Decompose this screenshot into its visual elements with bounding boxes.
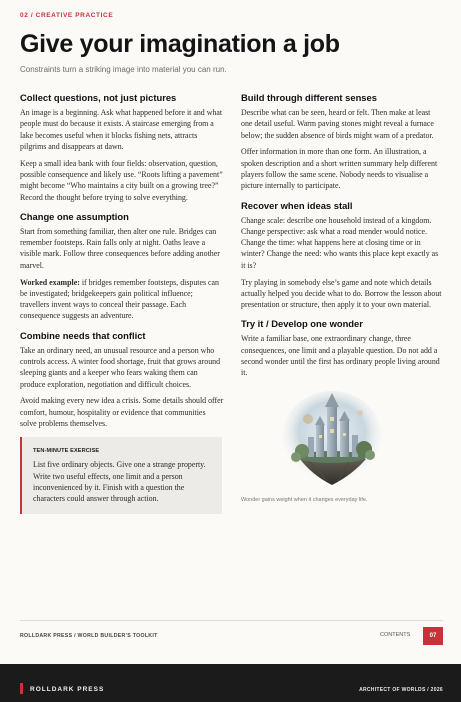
contents-link[interactable]: CONTENTS: [380, 632, 411, 638]
section-heading: Build through different senses: [241, 92, 377, 103]
paragraph: Avoid making every new idea a crisis. Some details should offer comfort, humour, hospitality or evidence that communities solve problems themselves.: [20, 396, 224, 429]
paragraph: Write a familiar base, one extraordinary change, three consequences, one limit and a playable question. Do not add a second wonder until the first has ordinary people living around it.: [241, 334, 440, 378]
section-change-assumption: [20, 211, 224, 322]
paragraph: Offer information in more than one form. An illustration, a spoken description and a short written summary help different players follow the same scene. Nobody needs to visualise a picture internally to participate.: [241, 147, 438, 191]
left-column: [20, 92, 224, 514]
section-try-it: [241, 318, 443, 378]
floating-island-city-icon: [280, 389, 384, 489]
section-kicker: 02 / CREATIVE PRACTICE: [20, 12, 114, 19]
footer-divider: [20, 620, 443, 621]
paragraph: Take an ordinary need, an unusual resource and a person who controls access. A winter food shortage, fruit that grows around sleeping giants and a keeper who fears waking them can produce exploration, negotiation and difficult choices.: [20, 345, 221, 389]
illustration-caption: Wonder gains weight when it changes everyday life.: [241, 496, 368, 503]
bottom-bar: [0, 664, 461, 702]
floating-island-illustration: [280, 389, 384, 489]
paragraph: Change scale: describe one household instead of a kingdom. Change perspective: ask what a road mender would notice. Change the time: what happens here at closing time or in winter? Change the need: who wants this place kept exactly as it is?: [241, 215, 439, 270]
footer-publication: ROLLDARK PRESS / WORLD BUILDER’S TOOLKIT: [20, 633, 158, 639]
section-heading: Combine needs that conflict: [20, 329, 146, 341]
worked-example: [20, 277, 224, 322]
page-number-badge: 07: [423, 627, 443, 645]
worked-example-text: if bridges remember footsteps, disputes can be investigated; bridgekeepers gain political influence; travellers invent ways to conceal their passage. Each consequence suggests an adventure.: [20, 277, 219, 321]
right-column: [241, 92, 443, 503]
paragraph: Describe what can be seen, heard or felt. Then make at least one detail useful. Warm paving stones might reveal a furnace below; the sudden absence of birds might warn of a predator.: [241, 108, 434, 140]
section-recover-ideas: [241, 200, 443, 311]
series-label: ARCHITECT OF WORLDS / 2026: [359, 687, 443, 693]
section-combine-needs: [20, 330, 224, 430]
brand-accent-mark: [20, 683, 23, 694]
paragraph: Start from something familiar, then alter one rule. Bridges can remember footsteps. Rain falls only at night. Oaths leave a visible mark. Follow three consequences before adding another marvel.: [20, 226, 220, 270]
worked-example-label: Worked example:: [20, 277, 80, 287]
section-heading: Change one assumption: [20, 210, 129, 222]
exercise-callout: [20, 437, 222, 513]
paragraph: Try playing in somebody else’s game and note which details actually helped you decide what to do. Borrow the lesson about presentation or structure, then apply it to your own material.: [241, 277, 442, 310]
section-heading: Collect questions, not just pictures: [20, 92, 177, 103]
paragraph: An image is a beginning. Ask what happened before it and what people must do because it exists. A staircase emerging from a lake becomes useful when it blocks fishing nets, attracts pilgrims and disappears at dawn.: [20, 108, 223, 151]
section-collect-questions: [20, 92, 224, 203]
exercise-text: List five ordinary objects. Give one a strange property. Write two useful effects, one limit and a person inconvenienced by it. Finish with a question the characters could answer through action.: [33, 460, 206, 504]
section-heading: Recover when ideas stall: [241, 199, 353, 211]
page-subtitle: Constraints turn a striking image into material you can run.: [20, 65, 227, 74]
exercise-title: TEN-MINUTE EXERCISE: [33, 448, 100, 455]
paragraph: Keep a small idea bank with four fields: observation, question, possible consequence and likely use. “Roots lifting a pavement” might become “Who maintains a city built on a growing tree?” Record the thought before trying to solve everything.: [20, 158, 223, 202]
brand-name: ROLLDARK PRESS: [30, 686, 105, 693]
page-title: Give your imagination a job: [20, 30, 340, 58]
section-different-senses: [241, 92, 443, 192]
section-heading: Try it / Develop one wonder: [241, 318, 363, 330]
